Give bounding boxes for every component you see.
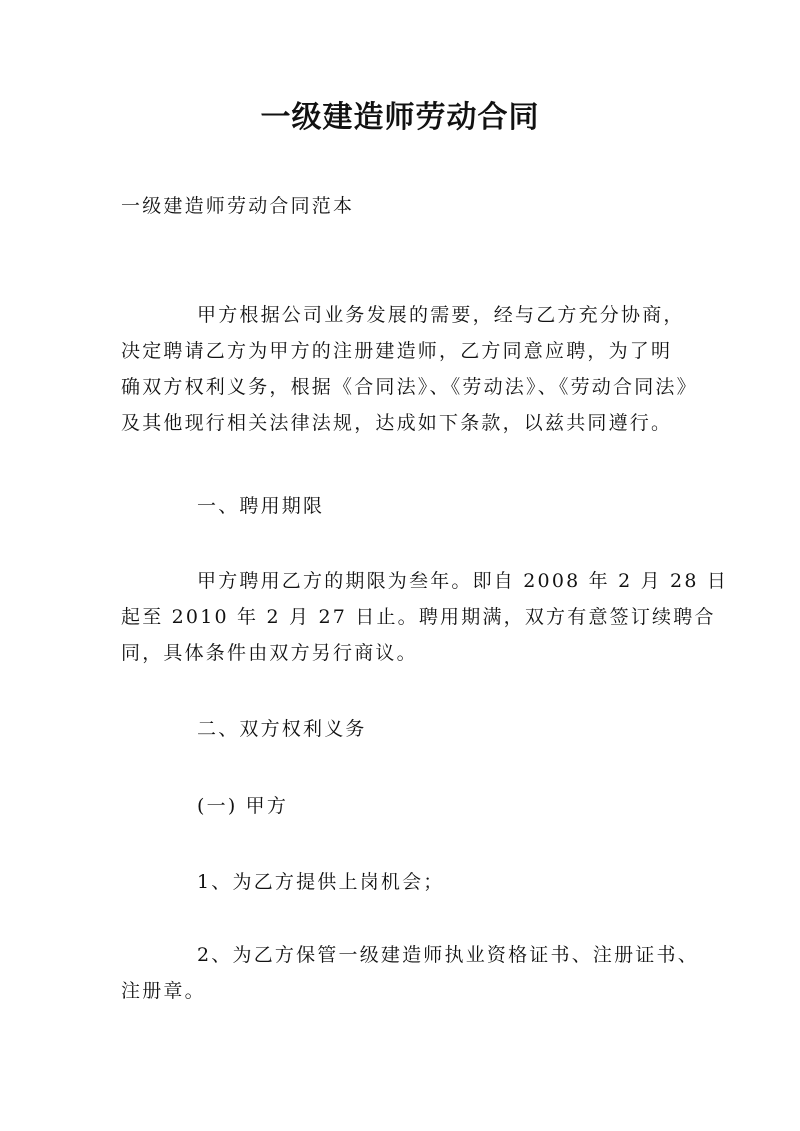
- section1-line-1: 甲方聘用乙方的期限为叁年。即自 2008 年 2 月 28 日: [197, 570, 729, 592]
- intro-line-1: 甲方根据公司业务发展的需要，经与乙方充分协商，: [197, 304, 685, 326]
- section1-line-3: 同，具体条件由双方另行商议。: [121, 642, 418, 664]
- item-1: [121, 864, 691, 900]
- item-2: [121, 937, 699, 1009]
- intro-paragraph: [121, 297, 698, 441]
- subtitle-text: 一级建造师劳动合同范本: [121, 195, 355, 217]
- document-title: 一级建造师劳动合同: [260, 100, 540, 135]
- intro-line-3: 确双方权利义务，根据《合同法》、《劳动法》、《劳动合同法》: [121, 376, 698, 398]
- section2-heading: [121, 711, 691, 747]
- section1-line-2: 起至 2010 年 2 月 27 日止。聘用期满，双方有意签订续聘合: [121, 606, 716, 628]
- intro-line-4: 及其他现行相关法律法规，达成如下条款，以兹共同遵行。: [121, 412, 673, 434]
- item-2-line-1: 2、为乙方保管一级建造师执业资格证书、注册证书、: [197, 944, 699, 966]
- document-subtitle: [121, 188, 691, 224]
- section1-paragraph: [121, 563, 729, 671]
- party-a-heading: [121, 788, 691, 824]
- section1-heading-text: 一、聘用期限: [197, 495, 325, 517]
- section1-heading: [121, 488, 691, 524]
- party-a-heading-text: (一) 甲方: [197, 795, 289, 817]
- intro-line-2: 决定聘请乙方为甲方的注册建造师，乙方同意应聘，为了明: [121, 340, 673, 362]
- item-2-line-2: 注册章。: [121, 980, 206, 1002]
- section2-heading-text: 二、双方权利义务: [197, 718, 367, 740]
- item-1-text: 1、为乙方提供上岗机会；: [197, 871, 445, 893]
